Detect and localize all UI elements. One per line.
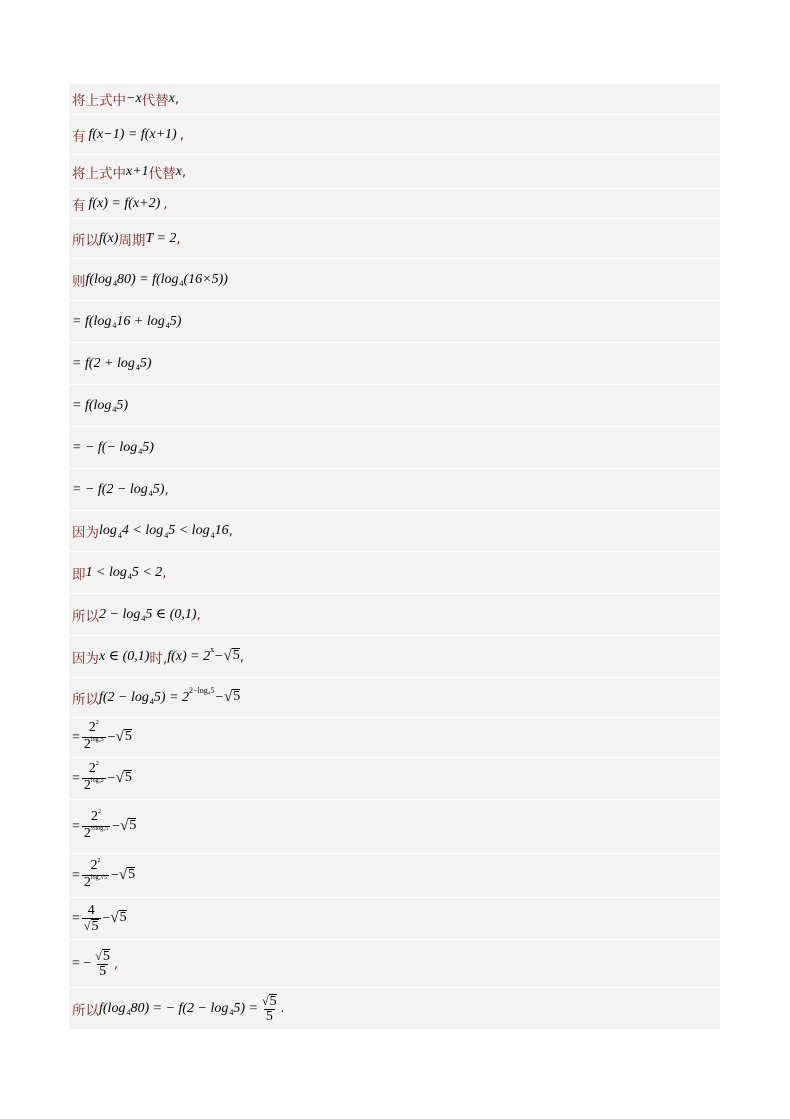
frac-line-5: = 4 √ 5 − √ 5 [69,898,720,940]
denominator-base: 2 [83,826,91,841]
fraction [82,762,106,795]
math: f(x) = f(x+2) [88,195,161,211]
equals: = [72,729,80,745]
denominator-base: 2 [83,778,91,793]
line-6 [69,259,720,301]
numerator: 4 [87,902,95,918]
math: 2 − log [99,606,141,622]
denominator-exp: log₂√5 [90,875,107,881]
log-base: 4 [127,572,132,581]
punct: , [239,648,245,665]
log-base: 4 [210,530,215,540]
line-4 [69,189,720,219]
text: 所以 [72,1002,99,1019]
line-9 [69,385,720,427]
sqrt: √ 5 [118,867,136,883]
math: 5) [142,439,154,455]
log-base: 4 [138,447,143,456]
radicand: 5 [119,910,127,925]
log-base: 4 [112,279,117,288]
math: (16×5)) [183,271,228,287]
line-7 [69,301,720,343]
math: 16 [214,523,229,538]
line-10 [69,427,720,469]
radicand: 5 [129,818,137,833]
exponent: 2−log₄5 [189,686,215,695]
math: 5) [139,355,152,371]
log-base: 4 [112,405,117,414]
line-5 [69,219,720,259]
radicand: 5 [269,993,277,1009]
denominator-exp: ½log₂5 [90,826,109,832]
punct: , [228,523,233,539]
frac-line-2: = $\frac{2^2}{2^{log_45}}$ − √ 5 [69,758,720,800]
line-14 [69,594,720,636]
sqrt: √ 5 [120,818,137,834]
text: 所以 [72,691,99,708]
math: 5 ∈ (0,1) [145,607,197,622]
text: 代替 [148,165,176,182]
log-base: 4 [165,321,170,330]
log-base: 4 [126,1008,131,1017]
math: 1 < log [85,564,127,580]
math: T = 2 [145,230,177,246]
solution-sheet [69,84,720,1029]
radicand: 5 [232,648,240,663]
numerator-base: 2 [88,761,96,776]
radicand: 5 [91,918,99,934]
line-1 [69,84,720,115]
math: x [175,163,182,179]
fraction [82,904,101,934]
sqrt: √ 5 [83,918,99,934]
sqrt: √ 5 [262,993,277,1009]
text: 有 [72,128,86,145]
numerator-exp: 2 [98,809,102,815]
log-base: 4 [229,1008,234,1017]
denominator-base: 2 [83,875,91,890]
sqrt: √ 5 [115,729,132,745]
math: 5 < 2 [131,564,163,580]
text: 时, [149,650,168,667]
math: 80) = − f(2 − log [130,1000,229,1016]
line-12 [69,511,720,552]
numerator-exp: 2 [97,858,101,864]
line-8 [69,343,720,385]
line-13 [69,552,720,594]
text: 代替 [141,93,169,109]
math: − [214,689,224,705]
log-base: 4 [117,530,122,540]
punct: , [196,606,201,623]
punct: , [174,91,180,107]
fraction [82,721,106,754]
equals: = [72,867,80,883]
math: = − f(2 − log [72,481,148,497]
equals: = [72,770,80,786]
line-11 [69,469,720,511]
punct: . [280,1000,285,1016]
log-base: 4 [141,614,146,623]
exponent: x [210,645,215,654]
math: 5) = [233,1000,259,1016]
math: x+1 [126,163,149,179]
lead: = − [72,955,92,971]
text: 则 [72,273,86,290]
radicand: 5 [102,948,110,964]
math: f(x) = 2 [167,648,211,664]
punct: , [164,481,169,498]
math: 5) [152,481,165,497]
log-base: 4 [135,363,140,372]
sqrt: √ 5 [223,689,241,705]
math: f(2 − log [99,689,149,705]
text: 即 [72,566,86,583]
frac-line-3: = $\frac{2^2}{2^{\frac{1}{2}log_25}}$ − √ 5 [69,800,720,854]
frac-line-6 [69,940,720,988]
frac-line-4: = $\frac{2^2}{2^{log_2√5}}$ − √ 5 [69,854,720,898]
text: 所以 [72,232,99,249]
equals: = [72,910,80,926]
math: x [168,91,175,106]
math: 80) = f(log [116,271,179,287]
sqrt: √ 5 [223,648,240,664]
math: − [214,648,224,664]
denominator: 5 [99,963,107,979]
log-base: 4 [148,489,153,498]
math: 4 < log [121,523,164,538]
denominator-base: 2 [83,737,91,752]
numerator-base: 2 [91,809,99,824]
sqrt: √ 5 [115,770,132,786]
sqrt: √ 5 [110,910,127,926]
line-16 [69,678,720,718]
fraction [260,994,279,1024]
math: 5 < log [168,523,210,538]
punct: , [163,195,168,212]
math: = f(2 + log [72,355,135,371]
math: f(log [85,271,112,287]
punct: , [162,564,167,581]
text: 因为 [72,525,99,541]
fraction [82,810,110,843]
math: = − f(− log [72,439,138,455]
radicand: 5 [124,729,132,744]
math: = f(log [72,397,112,413]
numerator-base: 2 [90,858,98,873]
math: 16 + log [116,313,165,329]
math: 5) = 2 [153,689,189,705]
math: f(log [99,1000,126,1016]
log-base: 4 [164,530,169,540]
math: −x [126,91,142,106]
text: 将上式中 [72,93,126,109]
numerator-exp: 2 [95,761,99,767]
equals: = [72,818,80,834]
radicand: 5 [124,770,132,785]
frac-line-1: = $\frac{2^2}{2^{log_25}}$ − √ 5 [69,718,720,758]
radicand: 5 [128,867,136,882]
line-3 [69,155,720,189]
punct: , [179,126,184,143]
log-base: 4 [149,697,154,706]
math: x ∈ (0,1) [99,649,150,664]
text: 因为 [72,650,99,667]
text: 周期 [118,232,146,249]
text: 所以 [72,608,99,625]
numerator-base: 2 [88,720,96,735]
math: 5) [116,397,129,413]
denominator-exp: log₄5 [90,778,104,784]
line-2 [69,115,720,155]
sqrt: √ 5 [95,948,110,964]
math: f(x) [99,230,119,246]
math: = f(log [72,313,112,329]
text: 将上式中 [72,165,126,182]
punct: , [181,163,187,180]
radicand: 5 [233,689,241,704]
denominator: 5 [265,1008,273,1024]
text: 有 [72,197,86,214]
punct: , [113,955,119,972]
denominator-exp: log₂5 [90,737,104,743]
math: log [99,523,117,538]
log-base: 4 [112,321,117,330]
final-line [69,988,720,1029]
fraction [93,949,112,979]
numerator-exp: 2 [95,720,99,726]
math: f(x−1) = f(x+1) [88,126,177,142]
punct: , [176,230,181,247]
fraction [82,859,109,892]
math: 5) [169,313,182,329]
log-base: 4 [179,279,184,288]
line-15 [69,636,720,678]
